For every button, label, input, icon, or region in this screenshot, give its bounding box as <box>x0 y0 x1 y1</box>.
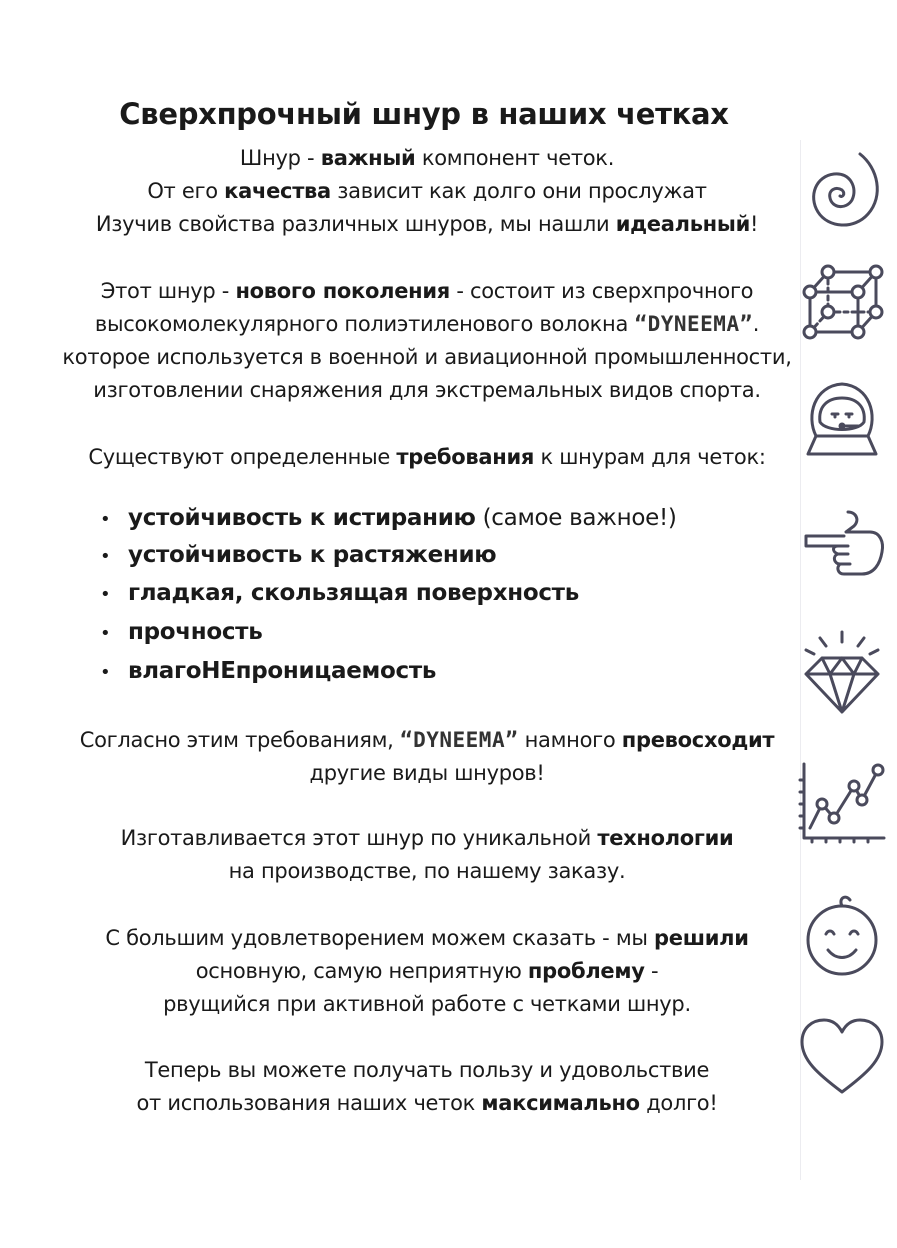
about-line-1: Этот шнур - нового поколения - состоит из сверхпрочного <box>100 279 754 303</box>
dyneema-brand: “DYNEEMA” <box>634 312 753 336</box>
page-title: Сверхпрочный шнур в наших четках <box>119 97 729 131</box>
intro-line-1: Шнур - важный компонент четок. <box>239 146 615 170</box>
about-line-2: высокомолекулярного полиэтиленового волокна “DYNEEMA”. <box>94 312 760 336</box>
growth-chart-icon <box>798 758 888 848</box>
diamond-icon <box>798 628 888 718</box>
solution-line-1: С большим удовлетворением можем сказать - мы решили <box>105 926 749 950</box>
final-line-2: от использования наших четок максимально долго! <box>136 1091 718 1115</box>
about-line-4: изготовлении снаряжения для экстремальных видов спорта. <box>93 378 761 402</box>
spiral-icon <box>798 146 888 236</box>
heart-icon <box>798 1012 888 1102</box>
final-line-1: Теперь вы можете получать пользу и удовольствие <box>144 1058 710 1082</box>
production-line-2: на производстве, по нашему заказу. <box>228 859 626 883</box>
intro-line-2: От его качества зависит как долго они прослужат <box>147 179 707 203</box>
requirement-item: • влагоНЕпроницаемость <box>100 658 437 684</box>
dyneema-brand: “DYNEEMA” <box>399 728 519 752</box>
solution-line-2: основную, самую неприятную проблему - <box>195 959 659 983</box>
requirement-item: • устойчивость к истиранию (самое важное!) <box>100 505 677 531</box>
requirements-intro: Существуют определенные требования к шнурам для четок: <box>88 445 766 469</box>
requirement-item: • гладкая, скользящая поверхность <box>100 580 579 606</box>
about-line-3: которое используется в военной и авиационной промышленности, <box>62 345 792 369</box>
requirement-item: • устойчивость к растяжению <box>100 542 497 568</box>
molecule-cube-icon <box>798 256 888 346</box>
astronaut-helmet-icon <box>798 376 888 466</box>
production-line-1: Изготавливается этот шнур по уникальной технологии <box>120 826 734 850</box>
conclusion-line-1: Согласно этим требованиям, “DYNEEMA” намного превосходит <box>79 728 775 752</box>
conclusion-line-2: другие виды шнуров! <box>309 761 545 785</box>
pointing-hand-icon <box>798 500 888 590</box>
requirement-item: • прочность <box>100 619 263 645</box>
solution-line-3: рвущийся при активной работе с четками шнур. <box>163 992 691 1016</box>
intro-line-3: Изучив свойства различных шнуров, мы нашли идеальный! <box>95 212 759 236</box>
baby-face-icon <box>798 890 888 980</box>
